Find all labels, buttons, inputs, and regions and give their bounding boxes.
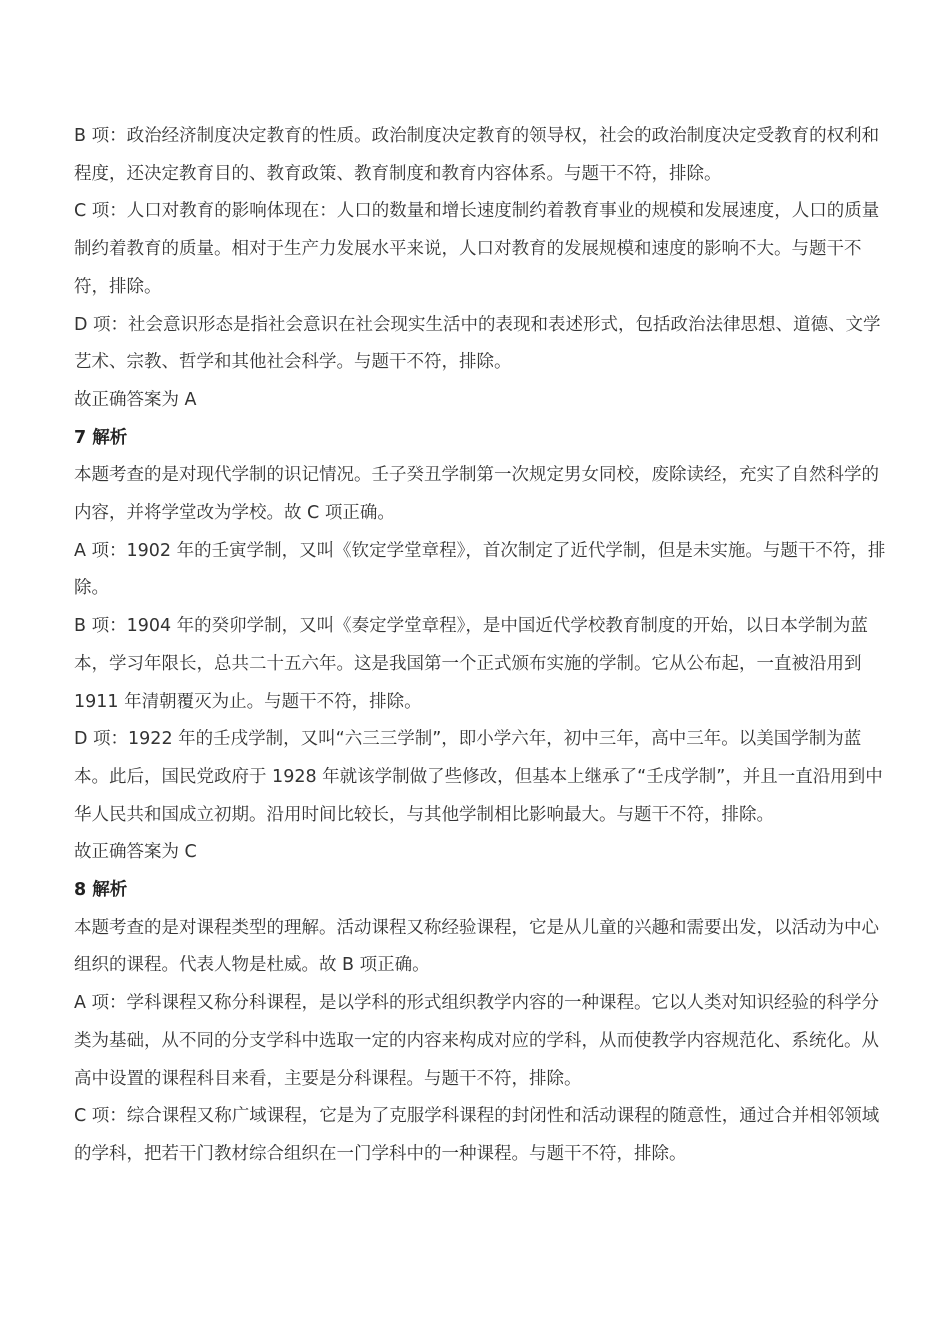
q7-option-d: D 项：1922 年的壬戌学制，又叫“六三三学制”，即小学六年，初中三年，高中三年。以美国学制为蓝本。此后，国民党政府于 1928 年就该学制做了些修改，但基本上继承了“壬戌学制”，并且一直沿用到中华人民共和国成立初期。沿用时间比较长，与其他学制相比影响最大。与题干不符，排除。 <box>74 729 883 825</box>
q7-option-a: A 项：1902 年的壬寅学制，又叫《钦定学堂章程》，首次制定了近代学制，但是未实施。与题干不符，排除。 <box>74 540 886 599</box>
q6-answer: 故正确答案为 A <box>74 389 197 410</box>
q8-intro: 本题考查的是对课程类型的理解。活动课程又称经验课程，它是从儿童的兴趣和需要出发，以活动为中心组织的课程。代表人物是杜威。故 B 项正确。 <box>74 917 879 976</box>
q7-intro: 本题考查的是对现代学制的识记情况。壬子癸丑学制第一次规定男女同校，废除读经，充实了自然科学的内容，并将学堂改为学校。故 C 项正确。 <box>74 465 879 524</box>
q6-option-d: D 项：社会意识形态是指社会意识在社会现实生活中的表现和表述形式，包括政治法律思想、道德、文学艺术、宗教、哲学和其他社会科学。与题干不符，排除。 <box>74 314 881 373</box>
document-page <box>74 118 890 1174</box>
q8-option-c: C 项：综合课程又称广域课程，它是为了克服学科课程的封闭性和活动课程的随意性，通过合并相邻领域的学科，把若干门教材综合组织在一门学科中的一种课程。与题干不符，排除。 <box>74 1106 880 1164</box>
q6-option-c: C 项：人口对教育的影响体现在：人口的数量和增长速度制约着教育事业的规模和发展速度，人口的质量制约着教育的质量。相对于生产力发展水平来说，人口对教育的发展规模和速度的影响不大。与题干不符，排除。 <box>74 201 880 297</box>
q8-heading: 8 解析 <box>74 880 128 901</box>
q7-option-b: B 项：1904 年的癸卯学制，又叫《奏定学堂章程》，是中国近代学校教育制度的开始，以日本学制为蓝本，学习年限长，总共二十五六年。这是我国第一个正式颁布实施的学制。它从公布起，一直被沿用到 1911 年清朝覆灭为止。与题干不符，排除。 <box>74 616 868 712</box>
q8-option-a: A 项：学科课程又称分科课程，是以学科的形式组织教学内容的一种课程。它以人类对知识经验的科学分类为基础，从不同的分支学科中选取一定的内容来构成对应的学科，从而使教学内容规范化、系统化。从高中设置的课程科目来看，主要是分科课程。与题干不符，排除。 <box>74 993 880 1089</box>
q7-heading: 7 解析 <box>74 427 128 448</box>
q6-option-b: B 项：政治经济制度决定教育的性质。政治制度决定教育的领导权，社会的政治制度决定受教育的权利和程度，还决定教育目的、教育政策、教育制度和教育内容体系。与题干不符，排除。 <box>74 126 880 184</box>
q7-answer: 故正确答案为 C <box>74 842 197 863</box>
